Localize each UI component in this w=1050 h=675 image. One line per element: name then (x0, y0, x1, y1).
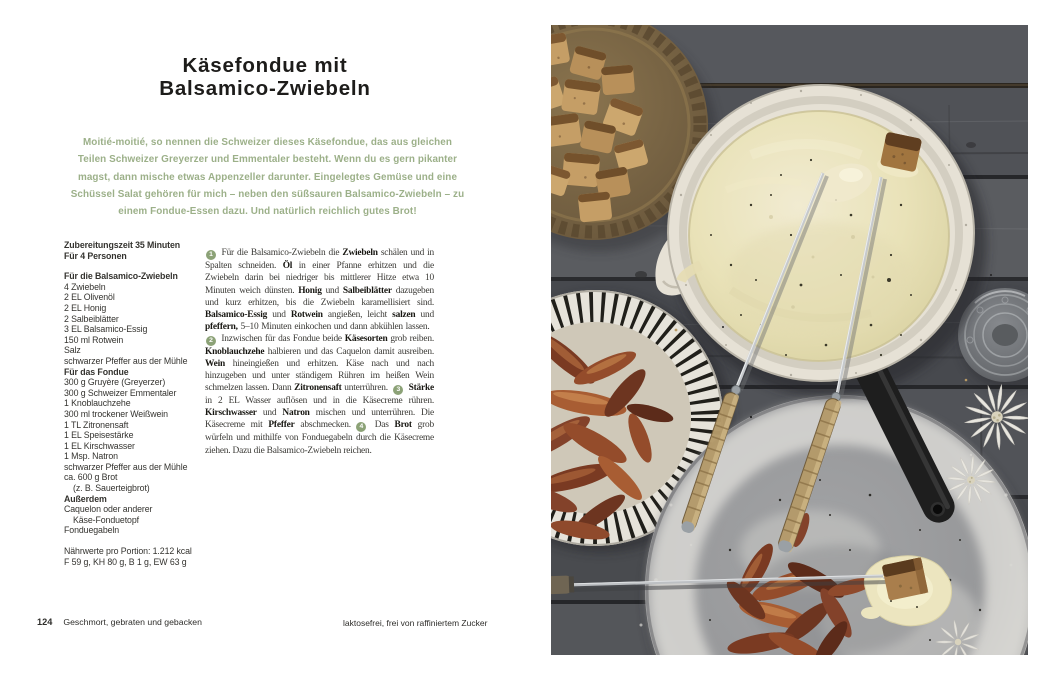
ingredient-item: 2 Salbeiblätter (64, 313, 119, 324)
page-number: 124 (37, 617, 53, 627)
recipe-photo (551, 25, 1028, 655)
step-number-badge: 3 (393, 385, 403, 395)
ingredient-item: 300 g Schweizer Emmentaler (64, 387, 177, 398)
page-title-line: Balsamico-Zwiebeln (159, 76, 371, 100)
chapter-label: Geschmort, gebraten und gebacken (63, 617, 202, 627)
ingredient-item: 2 EL Honig (64, 302, 107, 313)
meta-block-line: Zubereitungszeit 35 Minuten (64, 240, 181, 250)
ingredient-item: 3 EL Balsamico-Essig (64, 324, 148, 335)
intro-text-line: Moitié-moitié, so nennen die Schweizer dieses Käsefondue, das aus gleichen (82, 137, 453, 148)
ingredient-item: 1 TL Zitronensaft (64, 419, 129, 430)
ingredient-item: 1 Knoblauchzehe (64, 398, 131, 409)
step-number-badge: 1 (206, 250, 216, 260)
intro-text-line: magst, dann mische etwas Appenzeller darunter. Eingelegtes Gemüse und eine (77, 171, 458, 183)
ingredient-item: (z. B. Sauerteigbrot) (73, 483, 150, 494)
step-text: Inzwischen für das Fondue beide Käsesorten grob reiben. Knoblauchzehe halbieren und das Caquelon damit ausreiben. Wein hineingießen und erhitzen. Käse nach und nach hinzugeben und unter ständigem Rühren im heißen Wein schmelzen lassen. Dann Zitronensaft unterrühren. (205, 333, 434, 394)
ingredients-list (64, 271, 214, 536)
meta-block-line: Für 4 Personen (64, 250, 127, 261)
intro-text (70, 134, 465, 220)
instructions-paragraph (205, 247, 434, 456)
diet-label: laktosefrei, frei von raffiniertem Zucker (343, 618, 488, 628)
ingredient-item: 300 ml trockener Weißwein (64, 408, 168, 419)
ingredient-item: Käse-Fonduetopf (73, 514, 139, 525)
intro-text-line: Teilen Schweizer Greyerzer und Emmentaler besteht. Wenn du es gern pikanter (77, 154, 458, 166)
ingredient-item: 1 EL Speisestärke (64, 430, 134, 441)
step-number-badge: 4 (356, 422, 366, 432)
intro-text-line: einem Fondue-Essen dazu. Und natürlich reichlich gutes Brot! (118, 206, 417, 218)
ingredient-item: Salz (64, 345, 81, 356)
page-title (60, 55, 470, 100)
nutrition-block (64, 546, 214, 567)
spacer (64, 261, 214, 271)
step-text: Für die Balsamico-Zwiebeln die Zwiebeln schälen und in Spalten schneiden. Öl in einer Pfanne erhitzen und die Zwiebeln darin bei niedriger bis mittlerer Hitze etwa 10 Minuten weich dünsten. Honig und Salbeiblätter dazugeben und kurz erhitzen, bis die Zwiebeln karamellisiert sind. Balsamico-Essig und Rotwein angießen, leicht salzen und pfeffern, 5–10 Minuten einkochen und dann abkühlen lassen. (205, 248, 435, 332)
step-text: Das Brot grob würfeln und mithilfe von Fonduegabeln durch die Käsecreme ziehen. Dazu die Balsamico-Zwiebeln reichen. (205, 420, 434, 456)
ingredient-item: 1 Msp. Natron (64, 451, 118, 462)
step-number-badge: 2 (206, 336, 216, 346)
page-title-line: Käsefondue mit (182, 54, 348, 77)
ingredient-item: 2 EL Olivenöl (64, 292, 115, 303)
nutrition-block-line: F 59 g, KH 80 g, B 1 g, EW 63 g (64, 556, 187, 567)
ingredient-section-header: Für die Balsamico-Zwiebeln (64, 271, 178, 282)
footer-left (37, 617, 202, 627)
meta-block (64, 240, 214, 261)
ingredient-item: schwarzer Pfeffer aus der Mühle (64, 461, 188, 472)
step-text: Stärke in 2 EL Wasser auflösen und in die Käsecreme rühren. Kirschwasser und Natron mischen und unterrühren. Die Käsecreme mit Pfeffer abschmecken. (205, 383, 434, 431)
photo-illustration (551, 25, 1028, 655)
ingredient-item: 300 g Gruyère (Greyerzer) (64, 377, 166, 388)
ingredient-item: Caquelon oder anderer (64, 504, 153, 515)
ingredient-item: schwarzer Pfeffer aus der Mühle (64, 355, 188, 366)
ingredient-item: 150 ml Rotwein (64, 334, 124, 345)
spacer (64, 536, 214, 546)
ingredients-column (64, 240, 214, 567)
ingredient-item: Fonduegabeln (64, 525, 120, 536)
ingredient-section-header: Außerdem (64, 493, 107, 504)
intro-text-line: Schüssel Salat gehören für mich – neben den süßsauren Balsamico-Zwiebeln – zu (70, 188, 465, 200)
nutrition-block-line: Nährwerte pro Portion: 1.212 kcal (64, 546, 192, 557)
ingredient-item: ca. 600 g Brot (64, 472, 118, 483)
ingredient-item: 1 EL Kirschwasser (64, 440, 135, 451)
ingredient-item: 4 Zwiebeln (64, 281, 106, 292)
ingredient-section-header: Für das Fondue (64, 366, 129, 377)
